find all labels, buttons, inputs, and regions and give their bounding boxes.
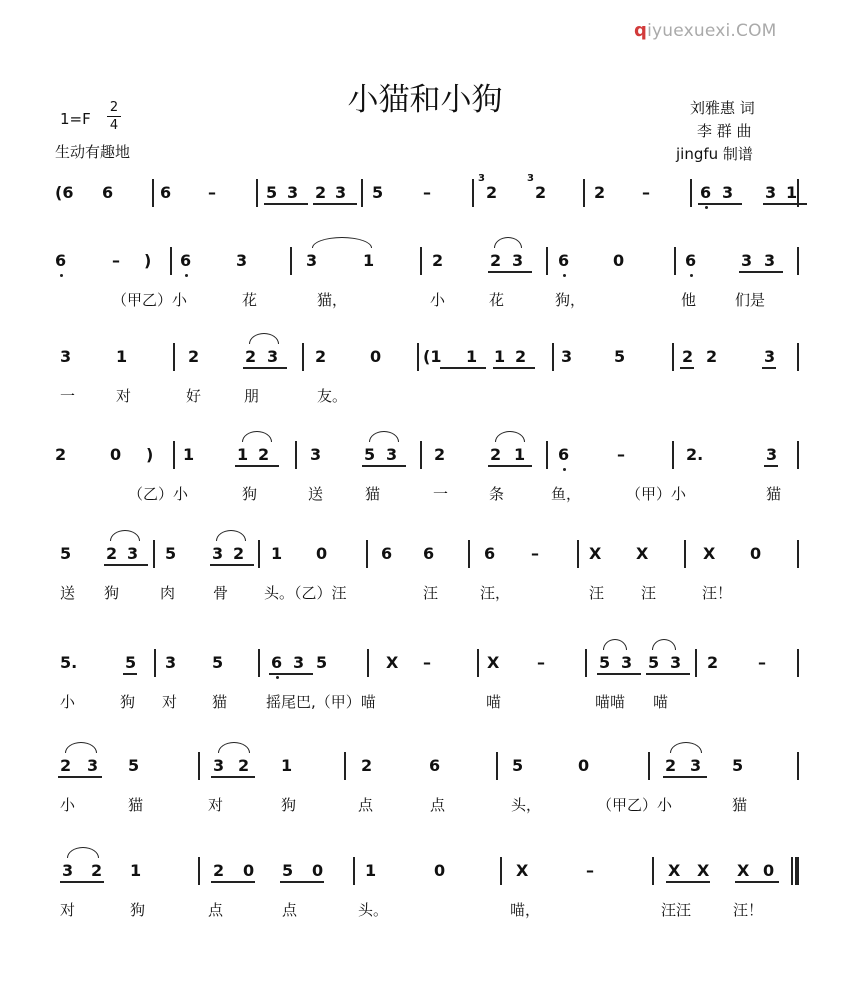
bar-line bbox=[672, 441, 674, 469]
lyric: 猫 bbox=[766, 485, 782, 503]
lyric: 喵 bbox=[653, 693, 669, 711]
lyric: 鱼， bbox=[551, 485, 582, 503]
bar-line bbox=[797, 752, 799, 780]
bar-line bbox=[170, 247, 172, 275]
beam bbox=[488, 465, 532, 467]
note: 3 bbox=[741, 251, 753, 270]
note: 2 bbox=[486, 183, 498, 202]
note: 1 bbox=[183, 445, 195, 464]
lyric: 们是 bbox=[735, 291, 766, 309]
beam bbox=[60, 881, 104, 883]
note: 5 bbox=[512, 756, 524, 775]
lyric: 汪 bbox=[589, 584, 605, 602]
note: 3 bbox=[722, 183, 734, 202]
bar-line bbox=[173, 343, 175, 371]
note: 5 bbox=[60, 544, 72, 563]
note: 3 bbox=[127, 544, 139, 563]
note: 5 bbox=[614, 347, 626, 366]
note: 5 bbox=[599, 653, 611, 672]
bar-line bbox=[577, 540, 579, 568]
note: 0 bbox=[750, 544, 762, 563]
note: 1 bbox=[271, 544, 283, 563]
note: 6 bbox=[180, 251, 192, 270]
bar-line bbox=[417, 343, 419, 371]
slur bbox=[494, 237, 522, 248]
note: – bbox=[423, 653, 431, 672]
note: – bbox=[423, 183, 431, 202]
lyric: 狗 bbox=[104, 584, 120, 602]
note: 3 bbox=[764, 251, 776, 270]
lyric: 汪， bbox=[480, 584, 511, 602]
bar-line bbox=[173, 441, 175, 469]
beam bbox=[666, 881, 710, 883]
lyric: 狗 bbox=[281, 796, 297, 814]
note: 0 bbox=[370, 347, 382, 366]
bar-line bbox=[585, 649, 587, 677]
note: 6 bbox=[685, 251, 697, 270]
bar-line bbox=[546, 441, 548, 469]
slur bbox=[65, 742, 97, 753]
note: 1 bbox=[130, 861, 142, 880]
lyric: 送 bbox=[308, 485, 324, 503]
note: 6 bbox=[700, 183, 712, 202]
slur bbox=[110, 530, 140, 541]
beam bbox=[123, 673, 137, 675]
note: 5 bbox=[732, 756, 744, 775]
beam bbox=[493, 367, 535, 369]
note: 6 bbox=[429, 756, 441, 775]
bar-line bbox=[258, 649, 260, 677]
low-octave-dot bbox=[60, 274, 63, 277]
note: 2 bbox=[434, 445, 446, 464]
note: 5 bbox=[266, 183, 278, 202]
note: 2 bbox=[233, 544, 245, 563]
lyric: 小 bbox=[60, 693, 76, 711]
note: X bbox=[516, 861, 529, 880]
lyric: 猫 bbox=[365, 485, 381, 503]
note: 1 bbox=[365, 861, 377, 880]
note: 3 bbox=[512, 251, 524, 270]
lyric: 汪 bbox=[641, 584, 657, 602]
bar-line bbox=[500, 857, 502, 885]
bar-line bbox=[361, 179, 363, 207]
slur bbox=[312, 237, 372, 248]
bar-line bbox=[672, 343, 674, 371]
note: 3 bbox=[267, 347, 279, 366]
note: X bbox=[737, 861, 750, 880]
bar-line bbox=[420, 247, 422, 275]
note: 5 bbox=[125, 653, 137, 672]
lyric: 点 bbox=[430, 796, 446, 814]
bar-line bbox=[366, 540, 368, 568]
beam bbox=[362, 465, 406, 467]
lyric: 一 bbox=[60, 387, 76, 405]
note: 3 bbox=[335, 183, 347, 202]
note: 6 bbox=[102, 183, 114, 202]
bar-line bbox=[546, 247, 548, 275]
lyric: 好 bbox=[186, 387, 202, 405]
bar-line bbox=[797, 540, 799, 568]
note: 0 bbox=[316, 544, 328, 563]
bar-line bbox=[797, 441, 799, 469]
beam bbox=[264, 203, 308, 205]
beam bbox=[440, 367, 486, 369]
beam bbox=[269, 673, 313, 675]
note: ) bbox=[146, 445, 154, 464]
bar-line bbox=[472, 179, 474, 207]
note: 2 bbox=[682, 347, 694, 366]
lyric: （甲）小 bbox=[626, 485, 687, 503]
bar-line bbox=[496, 752, 498, 780]
beam bbox=[211, 776, 255, 778]
watermark-q: q bbox=[634, 20, 648, 41]
beam bbox=[763, 203, 807, 205]
note: 2 bbox=[490, 445, 502, 464]
lyric: 汪 bbox=[423, 584, 439, 602]
lyric: 点 bbox=[358, 796, 374, 814]
note: 0 bbox=[312, 861, 324, 880]
bar-line bbox=[302, 343, 304, 371]
note: – bbox=[642, 183, 650, 202]
beam bbox=[210, 564, 254, 566]
low-octave-dot bbox=[705, 206, 708, 209]
bar-line bbox=[154, 649, 156, 677]
beam bbox=[663, 776, 707, 778]
lyric: 摇尾巴,（甲）喵 bbox=[266, 693, 376, 711]
note: 5. bbox=[60, 653, 78, 672]
note: 5 bbox=[316, 653, 328, 672]
lyric: 条 bbox=[489, 485, 505, 503]
lyric: 对 bbox=[208, 796, 224, 814]
low-octave-dot bbox=[563, 468, 566, 471]
note: 2 bbox=[238, 756, 250, 775]
lyric: 猫， bbox=[317, 291, 348, 309]
lyric: 点 bbox=[282, 901, 298, 919]
note: 2 bbox=[535, 183, 547, 202]
low-octave-dot bbox=[690, 274, 693, 277]
note: 1 bbox=[237, 445, 249, 464]
note: 5 bbox=[648, 653, 660, 672]
lyric: 猫 bbox=[212, 693, 228, 711]
note: 2 bbox=[245, 347, 257, 366]
lyric: 小 bbox=[430, 291, 446, 309]
note: 2 bbox=[432, 251, 444, 270]
note: 2 bbox=[91, 861, 103, 880]
note: 3 bbox=[670, 653, 682, 672]
bar-line bbox=[791, 857, 793, 885]
note: 2 bbox=[188, 347, 200, 366]
slur bbox=[67, 847, 99, 858]
note: 2 bbox=[706, 347, 718, 366]
beam bbox=[735, 881, 779, 883]
note: 0 bbox=[434, 861, 446, 880]
note: X bbox=[589, 544, 602, 563]
lyric: 花 bbox=[489, 291, 505, 309]
note: 1 bbox=[494, 347, 506, 366]
bar-line bbox=[353, 857, 355, 885]
lyric: 喵喵 bbox=[595, 693, 626, 711]
lyric: 一 bbox=[433, 485, 449, 503]
note: 0 bbox=[763, 861, 775, 880]
lyric: 点 bbox=[208, 901, 224, 919]
beam bbox=[739, 271, 783, 273]
bar-line bbox=[420, 441, 422, 469]
note: 6 bbox=[558, 251, 570, 270]
note: 3 bbox=[165, 653, 177, 672]
bar-line bbox=[152, 179, 154, 207]
bar-line bbox=[652, 857, 654, 885]
note: 6 bbox=[381, 544, 393, 563]
note: 2 bbox=[515, 347, 527, 366]
note: – bbox=[586, 861, 594, 880]
note: 0 bbox=[110, 445, 122, 464]
note: 2 bbox=[707, 653, 719, 672]
beam bbox=[680, 367, 694, 369]
bar-line bbox=[684, 540, 686, 568]
bar-line bbox=[797, 649, 799, 677]
note: 0 bbox=[613, 251, 625, 270]
note: – bbox=[758, 653, 766, 672]
note: 2 bbox=[213, 861, 225, 880]
lyric: 朋 bbox=[244, 387, 260, 405]
time-signature-bottom: 4 bbox=[109, 118, 119, 133]
note: 1 bbox=[281, 756, 293, 775]
lyric: 汪！ bbox=[702, 584, 733, 602]
note: X bbox=[703, 544, 716, 563]
note: 6 bbox=[271, 653, 283, 672]
slur bbox=[495, 431, 525, 442]
tempo-marking: 生动有趣地 bbox=[55, 143, 131, 161]
slur bbox=[242, 431, 272, 442]
lyric: 花 bbox=[242, 291, 258, 309]
lyric: 对 bbox=[162, 693, 178, 711]
note: 2 bbox=[60, 756, 72, 775]
bar-line bbox=[797, 247, 799, 275]
lyric: 头。（乙）汪 bbox=[264, 584, 347, 602]
note: 5 bbox=[212, 653, 224, 672]
beam bbox=[58, 776, 102, 778]
beam bbox=[488, 271, 532, 273]
bar-line bbox=[797, 343, 799, 371]
note: 3 bbox=[621, 653, 633, 672]
lyric: 头。 bbox=[358, 901, 389, 919]
watermark-site: iyuexuexi.COM bbox=[647, 21, 777, 41]
note: X bbox=[668, 861, 681, 880]
note: – bbox=[537, 653, 545, 672]
beam bbox=[235, 465, 279, 467]
note: 3 bbox=[212, 544, 224, 563]
note: 6 bbox=[423, 544, 435, 563]
note: (6 bbox=[55, 183, 74, 202]
note: 2 bbox=[594, 183, 606, 202]
beam bbox=[211, 881, 255, 883]
page-title: 小猫和小狗 bbox=[347, 82, 503, 118]
beam bbox=[764, 465, 778, 467]
note: 1 bbox=[363, 251, 375, 270]
bar-line bbox=[153, 540, 155, 568]
note: 0 bbox=[578, 756, 590, 775]
note: 2 bbox=[315, 183, 327, 202]
lyric: 狗 bbox=[130, 901, 146, 919]
note: 3 bbox=[386, 445, 398, 464]
note: – bbox=[617, 445, 625, 464]
time-signature-top: 2 bbox=[109, 100, 119, 115]
note: 3 bbox=[287, 183, 299, 202]
slur bbox=[603, 639, 627, 650]
lyric: 对 bbox=[60, 901, 76, 919]
note: X bbox=[386, 653, 399, 672]
lyric: 头， bbox=[511, 796, 542, 814]
composer-credit: 李 群 曲 bbox=[697, 122, 752, 140]
beam bbox=[646, 673, 690, 675]
note: 5 bbox=[364, 445, 376, 464]
note: 2 bbox=[490, 251, 502, 270]
note: 6 bbox=[558, 445, 570, 464]
note: 5 bbox=[372, 183, 384, 202]
slur bbox=[652, 639, 676, 650]
bar-line bbox=[674, 247, 676, 275]
note: 3 bbox=[60, 347, 72, 366]
note: 2 bbox=[55, 445, 67, 464]
slur bbox=[670, 742, 702, 753]
lyric: 送 bbox=[60, 584, 76, 602]
bar-line bbox=[690, 179, 692, 207]
lyric: 喵 bbox=[486, 693, 502, 711]
note: 3 bbox=[766, 445, 778, 464]
note: 2 bbox=[106, 544, 118, 563]
note: 5 bbox=[282, 861, 294, 880]
bar-line bbox=[198, 857, 200, 885]
lyric: 狗， bbox=[555, 291, 586, 309]
lyric: 猫 bbox=[732, 796, 748, 814]
lyric: 狗 bbox=[120, 693, 136, 711]
note: – bbox=[208, 183, 216, 202]
grace-note: 3 bbox=[478, 173, 485, 184]
bar-line bbox=[344, 752, 346, 780]
lyric: 猫 bbox=[128, 796, 144, 814]
note: X bbox=[487, 653, 500, 672]
lyric: 汪！ bbox=[733, 901, 764, 919]
note: X bbox=[636, 544, 649, 563]
note: 6 bbox=[55, 251, 67, 270]
note: – bbox=[531, 544, 539, 563]
note: 3 bbox=[213, 756, 225, 775]
beam bbox=[313, 203, 357, 205]
note: 2 bbox=[361, 756, 373, 775]
low-octave-dot bbox=[563, 274, 566, 277]
lyric: 肉 bbox=[160, 584, 176, 602]
lyricist-credit: 刘雅惠 词 bbox=[690, 99, 755, 117]
note: 3 bbox=[690, 756, 702, 775]
note: 2 bbox=[315, 347, 327, 366]
low-octave-dot bbox=[276, 676, 279, 679]
beam bbox=[762, 367, 776, 369]
bar-line bbox=[648, 752, 650, 780]
note: 1 bbox=[466, 347, 478, 366]
note: 3 bbox=[310, 445, 322, 464]
note: 3 bbox=[306, 251, 318, 270]
bar-line bbox=[367, 649, 369, 677]
bar-line bbox=[258, 540, 260, 568]
low-octave-dot bbox=[185, 274, 188, 277]
note: 3 bbox=[236, 251, 248, 270]
note: – bbox=[112, 251, 120, 270]
lyric: 喵， bbox=[510, 901, 541, 919]
note: 6 bbox=[160, 183, 172, 202]
note: 3 bbox=[87, 756, 99, 775]
note: 0 bbox=[243, 861, 255, 880]
slur bbox=[249, 333, 279, 344]
note: 3 bbox=[62, 861, 74, 880]
beam bbox=[243, 367, 287, 369]
bar-line bbox=[477, 649, 479, 677]
lyric: 汪汪 bbox=[661, 901, 692, 919]
note: 1 bbox=[786, 183, 798, 202]
note: 3 bbox=[764, 347, 776, 366]
slur bbox=[216, 530, 246, 541]
note: 2 bbox=[665, 756, 677, 775]
lyric: （甲乙）小 bbox=[112, 291, 188, 309]
beam bbox=[280, 881, 324, 883]
bar-line bbox=[552, 343, 554, 371]
note: ) bbox=[144, 251, 152, 270]
beam bbox=[698, 203, 742, 205]
arranger-credit: jingfu 制谱 bbox=[676, 145, 753, 163]
note: 6 bbox=[484, 544, 496, 563]
note: 3 bbox=[765, 183, 777, 202]
bar-line bbox=[295, 441, 297, 469]
lyric: （乙）小 bbox=[128, 485, 189, 503]
slur bbox=[218, 742, 250, 753]
grace-note: 3 bbox=[527, 173, 534, 184]
final-bar bbox=[795, 857, 799, 885]
lyric: 他 bbox=[681, 291, 697, 309]
note: 5 bbox=[128, 756, 140, 775]
beam bbox=[597, 673, 641, 675]
note: 5 bbox=[165, 544, 177, 563]
note: X bbox=[697, 861, 710, 880]
note: 1 bbox=[514, 445, 526, 464]
note: 3 bbox=[293, 653, 305, 672]
lyric: （甲乙）小 bbox=[597, 796, 673, 814]
note: 3 bbox=[561, 347, 573, 366]
note: 1 bbox=[116, 347, 128, 366]
slur bbox=[369, 431, 399, 442]
beam bbox=[104, 564, 148, 566]
bar-line bbox=[583, 179, 585, 207]
note: 2 bbox=[258, 445, 270, 464]
note: 2. bbox=[686, 445, 704, 464]
note: (1 bbox=[423, 347, 442, 366]
lyric: 友。 bbox=[317, 387, 348, 405]
bar-line bbox=[256, 179, 258, 207]
bar-line bbox=[198, 752, 200, 780]
bar-line bbox=[290, 247, 292, 275]
lyric: 对 bbox=[116, 387, 132, 405]
bar-line bbox=[468, 540, 470, 568]
lyric: 小 bbox=[60, 796, 76, 814]
lyric: 狗 bbox=[242, 485, 258, 503]
lyric: 骨 bbox=[213, 584, 229, 602]
key-signature: 1=F bbox=[60, 110, 91, 128]
bar-line bbox=[695, 649, 697, 677]
